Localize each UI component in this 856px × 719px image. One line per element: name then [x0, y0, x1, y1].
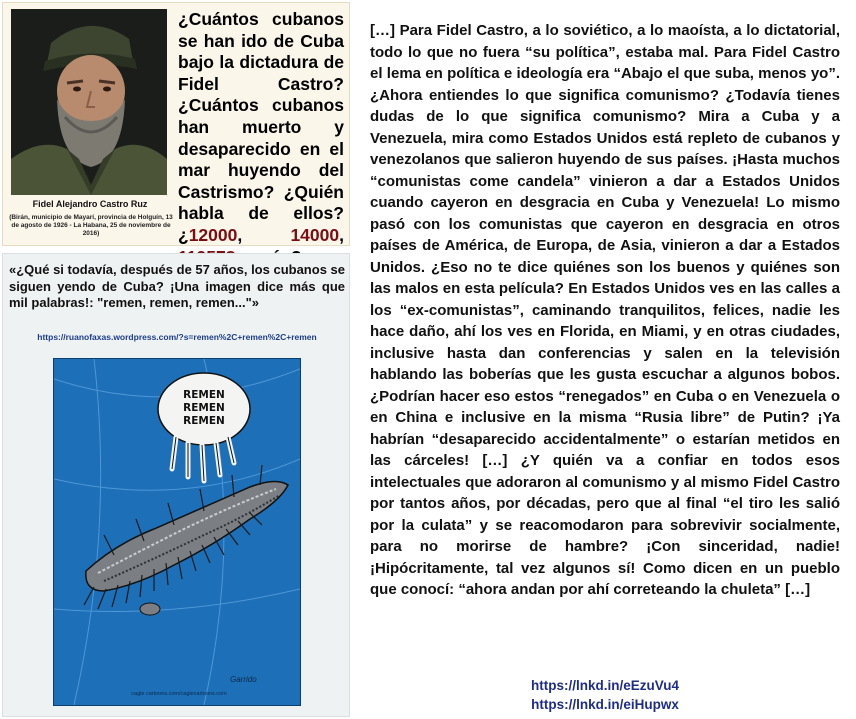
- cartoon-source-url[interactable]: https://ruanofaxas.wordpress.com/?s=remen%2C+remen%2C+remen: [37, 332, 317, 342]
- portrait-illustration: [11, 9, 167, 195]
- link-1[interactable]: https://lnkd.in/eEzuVu4: [530, 678, 679, 693]
- reference-links: [370, 676, 840, 714]
- cartoon-credit: cagle cartoons.com/caglecartoons.com: [131, 691, 227, 697]
- cuba-rowing-cartoon: [53, 358, 301, 706]
- bubble-line-3: REMEN: [183, 415, 225, 427]
- cartoon-panel: [2, 253, 350, 717]
- portrait-caption-name: Fidel Alejandro Castro Ruz: [32, 199, 148, 209]
- portrait-caption-bio: (Birán, municipio de Mayarí, provincia de Holguín, 13 de agosto de 1926 - La Habana, 25 de noviembre de 2016): [9, 214, 173, 237]
- cartoon-quote: «¿Qué si todavía, después de 57 años, los cubanos se siguen yendo de Cuba? ¡Una imagen dice más que mil palabras!: "remen, remen, remen..."»: [9, 262, 345, 310]
- cartoonist-signature: Garrido: [230, 675, 257, 684]
- fidel-info-panel: [2, 2, 350, 246]
- number-12000: 12000: [188, 224, 238, 245]
- number-14000: 14000: [290, 224, 340, 245]
- bubble-line-1: REMEN: [183, 389, 225, 401]
- bubble-line-2: REMEN: [183, 402, 225, 414]
- speech-bubble-text: [170, 389, 238, 428]
- link-2[interactable]: https://lnkd.in/eiHupwx: [531, 697, 679, 712]
- article-body: […] Para Fidel Castro, a lo soviético, a lo maoísta, a lo dictatorial, todo lo que no fuera “su política”, estaba mal. Para Fidel Castro el lema en política e ideología era “Abajo el que suba, menos yo”. ¿Ahora entiendes lo que significa comunismo? ¿Todavía tienes dudas de lo que significa comunismo? Mira a Cuba y a Venezuela, mira como Estados Unidos está repleto de cubanos y venezolanos que salieron huyendo de sus países. ¡Hasta muchos “comunistas come candela” vinieron a dar a Estados Unidos cuando cayeron en desgracia en Cuba y Venezuela! Lo mismo pasó con los comunistas que cayeron en desgracia en otros países de América, de Europa, de Asia, vinieron a dar a Estados Unidos. ¿Eso no te dice quiénes son los buenos y quiénes son las malos en esta película? En Estados Unidos ves en las calles a los “ex-comunistas”, caminando tranquilitos, felices, nadie les hace daño, ahí los ves en Florida, en Miami, y en otras ciudades, inclusive hasta dan conferencias y salen en la televisión hablando las boberías que les gusta escuchar a algunos bobos. ¿Podrían hacer eso estos “renegados” en Cuba o en Venezuela o en China e inclusive en la misma “Rusia libre” de Putin? ¡Ya habrían “desaparecido accidentalmente” o estarían metidos en las cárceles! […] ¿Y quién va a confiar en todos esos intelectuales que adoraron al comunismo y al mismo Fidel Castro por tantos años, por décadas, pero que al final “el tiro les salió por la culata” y se reacomodaron para sobrevivir socialmente, para no morirse de hambre? ¡Con sinceridad, nadie! ¡Hipócritamente, tal vez algunos sí! Como dicen en un pueblo que conocí: “ahora andan por ahí correteando la chuleta” […]: [370, 22, 840, 598]
- question-body: ¿Cuántos cubanos se han ido de Cuba bajo la dictadura de Fidel Castro? ¿Cuántos cubanos han muerto y desaparecido en el mar huyendo del Castrismo? ¿Quién habla de ellos? ¿: [178, 9, 344, 245]
- fidel-castro-portrait: [11, 9, 167, 195]
- question-text: ¿Cuántos cubanos se han ido de Cuba bajo la dictadura de Fidel Castro? ¿Cuántos cubanos han muerto y desaparecido en el mar huyendo del Castrismo? ¿Quién habla de ellos? ¿12000, 14000,: [178, 9, 344, 268]
